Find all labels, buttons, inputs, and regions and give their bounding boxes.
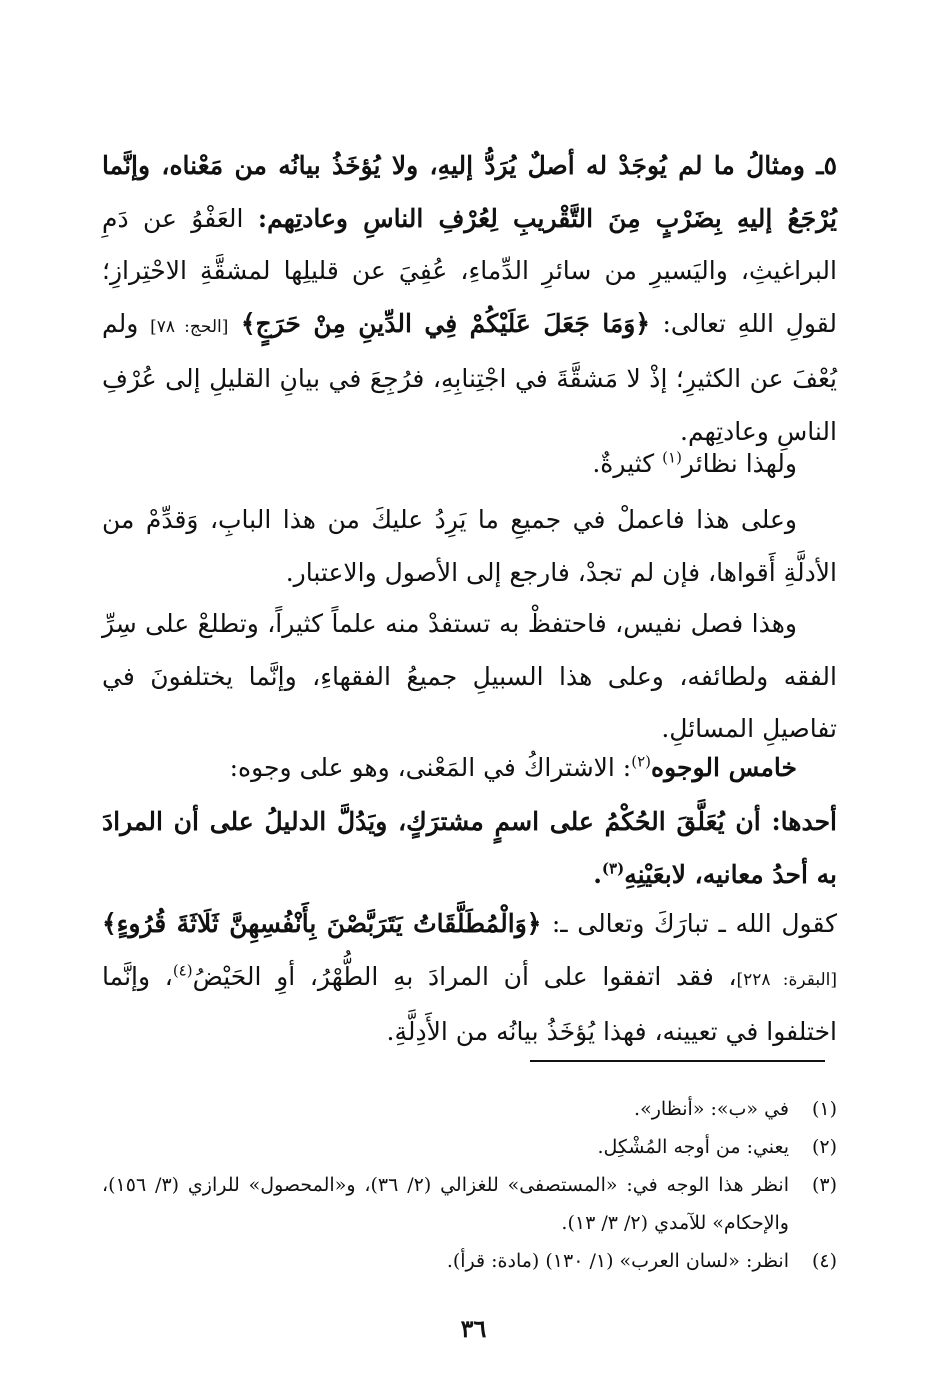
footnote-text: يعني: من أوجه المُشْكِل. xyxy=(597,1136,789,1158)
footnote-number: (١) xyxy=(811,1098,837,1120)
footnote-number: (٢) xyxy=(811,1136,837,1158)
apply-rule-text: وعلى هذا فاعملْ في جميعِ ما يَرِدُ عليكَ من هذا البابِ، وَقدِّمْ من الأدلَّةِ أَقواها، فإن لم تجدْ، فارجع إلى الأصول والاعتبار. xyxy=(102,505,837,587)
paragraph-fifth-aspect xyxy=(102,742,837,795)
quran-verse-hajj: ﴿وَمَا جَعَلَ عَلَيْكُمْ فِي الدِّينِ مِنْ حَرَجٍ﴾ xyxy=(228,308,663,338)
paragraph-first-case xyxy=(102,796,837,901)
paragraph-valuable-section xyxy=(102,598,837,756)
footnote-4 xyxy=(102,1242,837,1280)
example-five-body-b: ولم يُعْفَ عن الكثيرِ؛ إذْ لا مَشقَّةَ في اجْتِنابِهِ، فرُجِعَ في بيانِ القليلِ إلى عُرْفِ الناسِ وعادتِهم. xyxy=(102,308,837,446)
fifth-aspect-body: : الاشتراكُ في المَعْنى، وهو على وجوه: xyxy=(229,753,632,782)
footnote-ref-2: (٢) xyxy=(631,752,652,771)
footnote-ref-1: (١) xyxy=(662,448,682,467)
quran-verse-baqara: ﴿وَالْمُطَلَّقَاتُ يَتَرَبَّصْنَ بِأَنْفُسِهِنَّ ثَلَاثَةَ قُرُوءٍ﴾ xyxy=(102,909,552,938)
quru-body-a: ، فقد اتفقوا على أن المرادَ بهِ الطُّهْرُ، أوِ الحَيْضُ xyxy=(192,961,737,991)
paragraph-quru-example xyxy=(102,898,837,1059)
quru-body-b: ، وإنَّما اختلفوا في تعيينه، فهذا يُؤخَذُ بيانُه من الأَدِلَّةِ. xyxy=(102,961,837,1046)
paragraph-similar-cases xyxy=(102,438,837,491)
footnote-2 xyxy=(102,1128,837,1166)
paragraph-apply-rule xyxy=(102,494,837,599)
first-case-tail: . xyxy=(593,859,602,889)
first-case-text: أحدها: أن يُعَلَّقَ الحُكْمُ على اسمٍ مشترَكٍ، ويَدُلَّ الدليلُ على أن المرادَ به أحدُ معانيه، لابعَيْنِهِ xyxy=(102,807,837,889)
footnote-text: انظر: «لسان العرب» (١/ ١٣٠) (مادة: قرأ). xyxy=(446,1250,789,1272)
footnote-separator xyxy=(530,1060,825,1062)
footnote-number: (٣) xyxy=(811,1174,837,1196)
footnote-text: انظر هذا الوجه في: «المستصفى» للغزالي (٢/ ٣٦)، و«المحصول» للرازي (٣/ ١٥٦)، والإحكام» للآمدي (٢/ ٣/ ١٣). xyxy=(102,1174,789,1234)
footnote-text: في «ب»: «أنظار». xyxy=(634,1098,789,1120)
footnote-number: (٤) xyxy=(811,1250,837,1272)
footnotes xyxy=(102,1090,837,1280)
footnote-ref-4: (٤) xyxy=(172,961,193,980)
paragraph-example-five xyxy=(102,140,837,458)
footnote-1 xyxy=(102,1090,837,1128)
page-number: ٣٦ xyxy=(460,1314,487,1343)
quru-intro: كقول الله ـ تبارَكَ وتعالى ـ: xyxy=(551,909,837,938)
quran-ref-baqara: [البقرة: ٢٢٨] xyxy=(736,969,837,990)
similar-cases-text: ولهذا نظائر xyxy=(681,449,797,478)
fifth-aspect-heading: خامس الوجوه xyxy=(651,753,797,782)
similar-cases-tail: كثيرةٌ. xyxy=(592,449,663,478)
valuable-section-text: وهذا فصل نفيس، فاحتفظْ به تستفدْ منه علماً كثيراً، وتطلعْ على سِرِّ الفقه ولطائفه، وعلى هذا السبيلِ جميعُ الفقهاءِ، وإنَّما يختلفونَ في تفاصيلِ المسائلِ. xyxy=(102,609,837,743)
footnote-3 xyxy=(102,1166,837,1242)
example-five-heading: ٥ـ ومثالُ ما لم يُوجَدْ له أصلٌ يُرَدُّ إليهِ، ولا يُؤخَذُ بيانُه من مَعْناه، وإنَّما يُرْجَعُ إليهِ بِضَرْبٍ مِنَ التَّقْريبِ لِعُرْفِ الناسِ وعادتِهم: xyxy=(102,151,837,233)
quran-ref-hajj: [الحج: ٧٨] xyxy=(150,316,229,337)
example-five-body-a: العَفْوُ عن دَمِ البراغيثِ، واليَسيرِ من سائرِ الدِّماءِ، عُفِيَ عن قليلِها لمشقَّةِ الاحْتِرازِ؛ لقولِ اللهِ تعالى: xyxy=(102,203,837,338)
footnote-ref-3: (٣) xyxy=(601,859,625,878)
